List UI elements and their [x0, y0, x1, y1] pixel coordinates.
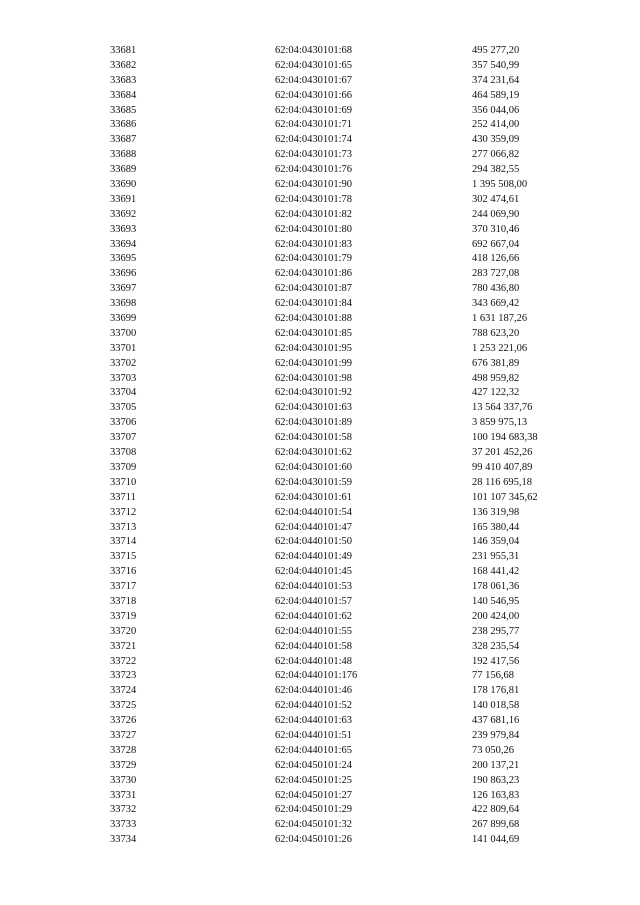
cadastral-value: 100 194 683,38	[472, 432, 538, 444]
cadastral-number: 62:04:0440101:47	[275, 521, 353, 533]
cadastral-value: 140 546,95	[472, 595, 520, 607]
cadastral-number: 62:04:0430101:60	[275, 461, 353, 473]
cadastral-number: 62:04:0440101:176	[275, 670, 358, 682]
cadastral-number: 62:04:0430101:71	[275, 119, 353, 131]
cadastral-number: 62:04:0440101:46	[275, 685, 353, 697]
row-number: 33708	[110, 447, 137, 459]
cadastral-value: 422 809,64	[472, 804, 520, 816]
cadastral-value: 1 253 221,06	[472, 342, 528, 354]
cadastral-number: 62:04:0430101:89	[275, 417, 353, 429]
cadastral-number: 62:04:0430101:63	[275, 402, 353, 414]
row-number: 33703	[110, 372, 137, 384]
row-number: 33702	[110, 357, 137, 369]
cadastral-value: 190 863,23	[472, 774, 520, 786]
row-number: 33695	[110, 253, 137, 265]
table-row	[0, 461, 640, 476]
table-row	[0, 774, 640, 789]
row-number: 33689	[110, 164, 137, 176]
table-row	[0, 89, 640, 104]
table-row	[0, 669, 640, 684]
cadastral-number: 62:04:0440101:57	[275, 595, 353, 607]
cadastral-value: 676 381,89	[472, 357, 520, 369]
row-number: 33698	[110, 298, 137, 310]
cadastral-value: 140 018,58	[472, 700, 520, 712]
table-row	[0, 148, 640, 163]
table-row	[0, 208, 640, 223]
cadastral-value: 3 859 975,13	[472, 417, 528, 429]
table-row	[0, 580, 640, 595]
table-row	[0, 431, 640, 446]
table-row	[0, 193, 640, 208]
cadastral-number: 62:04:0430101:67	[275, 74, 353, 86]
table-row	[0, 535, 640, 550]
table-row	[0, 714, 640, 729]
cadastral-value: 1 631 187,26	[472, 313, 528, 325]
cadastral-value: 267 899,68	[472, 819, 520, 831]
row-number: 33697	[110, 283, 137, 295]
row-number: 33712	[110, 506, 137, 518]
row-number: 33694	[110, 238, 137, 250]
cadastral-value: 328 235,54	[472, 640, 520, 652]
row-number: 33711	[110, 491, 136, 503]
row-number: 33692	[110, 208, 137, 220]
row-number: 33683	[110, 74, 137, 86]
table-row	[0, 74, 640, 89]
row-number: 33731	[110, 789, 137, 801]
cadastral-value: 101 107 345,62	[472, 491, 538, 503]
cadastral-value: 437 681,16	[472, 715, 520, 727]
row-number: 33726	[110, 715, 137, 727]
row-number: 33716	[110, 566, 137, 578]
table-row	[0, 401, 640, 416]
cadastral-number: 62:04:0440101:62	[275, 610, 353, 622]
cadastral-value: 302 474,61	[472, 193, 520, 205]
cadastral-value: 356 044,06	[472, 104, 520, 116]
cadastral-value: 294 382,55	[472, 164, 520, 176]
table-row	[0, 104, 640, 119]
row-number: 33729	[110, 759, 137, 771]
cadastral-number: 62:04:0440101:51	[275, 729, 353, 741]
row-number: 33685	[110, 104, 137, 116]
table-row	[0, 684, 640, 699]
cadastral-number: 62:04:0430101:86	[275, 268, 353, 280]
table-row	[0, 833, 640, 848]
cadastral-number: 62:04:0450101:32	[275, 819, 353, 831]
row-number: 33699	[110, 313, 137, 325]
table-row	[0, 252, 640, 267]
cadastral-number: 62:04:0430101:90	[275, 179, 353, 191]
cadastral-number: 62:04:0430101:88	[275, 313, 353, 325]
cadastral-number: 62:04:0430101:69	[275, 104, 353, 116]
cadastral-number: 62:04:0440101:50	[275, 536, 353, 548]
cadastral-number: 62:04:0450101:26	[275, 834, 353, 846]
row-number: 33714	[110, 536, 137, 548]
cadastral-number: 62:04:0430101:58	[275, 432, 353, 444]
row-number: 33721	[110, 640, 137, 652]
table-row	[0, 342, 640, 357]
row-number: 33681	[110, 45, 137, 56]
cadastral-number: 62:04:0430101:74	[275, 134, 353, 146]
cadastral-value: 357 540,99	[472, 59, 520, 71]
cadastral-number: 62:04:0430101:98	[275, 372, 353, 384]
table-row	[0, 446, 640, 461]
row-number: 33688	[110, 149, 137, 161]
cadastral-number: 62:04:0440101:49	[275, 551, 353, 563]
table-row	[0, 521, 640, 536]
cadastral-number: 62:04:0450101:29	[275, 804, 353, 816]
table-row	[0, 595, 640, 610]
cadastral-number: 62:04:0430101:61	[275, 491, 353, 503]
cadastral-number: 62:04:0430101:65	[275, 59, 353, 71]
cadastral-number: 62:04:0430101:59	[275, 476, 353, 488]
cadastral-value: 77 156,68	[472, 670, 514, 682]
cadastral-value: 430 359,09	[472, 134, 520, 146]
cadastral-value: 692 667,04	[472, 238, 520, 250]
table-row	[0, 789, 640, 804]
table-row	[0, 118, 640, 133]
cadastral-value: 1 395 508,00	[472, 179, 528, 191]
row-number: 33725	[110, 700, 137, 712]
cadastral-number: 62:04:0430101:85	[275, 327, 353, 339]
row-number: 33727	[110, 729, 137, 741]
row-number: 33704	[110, 387, 137, 399]
cadastral-number: 62:04:0430101:87	[275, 283, 353, 295]
row-number: 33696	[110, 268, 137, 280]
row-number: 33733	[110, 819, 137, 831]
row-number: 33719	[110, 610, 137, 622]
row-number: 33706	[110, 417, 137, 429]
cadastral-value: 495 277,20	[472, 45, 520, 56]
row-number: 33707	[110, 432, 137, 444]
row-number: 33734	[110, 834, 137, 846]
cadastral-value: 200 137,21	[472, 759, 520, 771]
row-number: 33724	[110, 685, 137, 697]
table-row	[0, 357, 640, 372]
row-number: 33730	[110, 774, 137, 786]
cadastral-value: 780 436,80	[472, 283, 520, 295]
cadastral-value: 200 424,00	[472, 610, 520, 622]
table-row	[0, 386, 640, 401]
cadastral-number: 62:04:0450101:27	[275, 789, 353, 801]
table-row	[0, 491, 640, 506]
cadastral-number: 62:04:0430101:99	[275, 357, 353, 369]
row-number: 33732	[110, 804, 137, 816]
cadastral-number: 62:04:0430101:78	[275, 193, 353, 205]
row-number: 33715	[110, 551, 137, 563]
table-row	[0, 238, 640, 253]
cadastral-number: 62:04:0450101:24	[275, 759, 353, 771]
cadastral-value: 141 044,69	[472, 834, 520, 846]
row-number: 33693	[110, 223, 137, 235]
table-row	[0, 506, 640, 521]
row-number: 33718	[110, 595, 137, 607]
table-row	[0, 655, 640, 670]
cadastral-value: 178 061,36	[472, 581, 520, 593]
cadastral-value: 283 727,08	[472, 268, 520, 280]
cadastral-value: 165 380,44	[472, 521, 520, 533]
cadastral-value: 252 414,00	[472, 119, 520, 131]
table-row	[0, 803, 640, 818]
row-number: 33682	[110, 59, 137, 71]
cadastral-value: 464 589,19	[472, 89, 520, 101]
row-number: 33723	[110, 670, 137, 682]
cadastral-number: 62:04:0430101:82	[275, 208, 353, 220]
cadastral-number: 62:04:0430101:62	[275, 447, 353, 459]
cadastral-number: 62:04:0430101:92	[275, 387, 353, 399]
cadastral-number: 62:04:0440101:52	[275, 700, 353, 712]
cadastral-number: 62:04:0440101:48	[275, 655, 353, 667]
cadastral-number: 62:04:0430101:76	[275, 164, 353, 176]
row-number: 33728	[110, 744, 137, 756]
row-number: 33717	[110, 581, 137, 593]
row-number: 33713	[110, 521, 137, 533]
row-number: 33709	[110, 461, 137, 473]
cadastral-number: 62:04:0440101:53	[275, 581, 353, 593]
cadastral-number: 62:04:0430101:68	[275, 45, 353, 56]
table-row	[0, 640, 640, 655]
table-row	[0, 610, 640, 625]
table-row	[0, 625, 640, 640]
row-number: 33701	[110, 342, 137, 354]
row-number: 33687	[110, 134, 137, 146]
cadastral-value: 168 441,42	[472, 566, 520, 578]
cadastral-number: 62:04:0430101:84	[275, 298, 353, 310]
row-number: 33691	[110, 193, 137, 205]
cadastral-value: 73 050,26	[472, 744, 514, 756]
cadastral-value: 136 319,98	[472, 506, 520, 518]
row-number: 33705	[110, 402, 137, 414]
cadastral-number: 62:04:0430101:79	[275, 253, 353, 265]
cadastral-number: 62:04:0440101:65	[275, 744, 353, 756]
cadastral-value: 192 417,56	[472, 655, 520, 667]
table-row	[0, 133, 640, 148]
cadastral-number: 62:04:0430101:83	[275, 238, 353, 250]
table-row	[0, 267, 640, 282]
cadastral-value-table	[0, 44, 640, 848]
row-number: 33700	[110, 327, 137, 339]
table-row	[0, 327, 640, 342]
table-row	[0, 818, 640, 833]
cadastral-number: 62:04:0440101:58	[275, 640, 353, 652]
cadastral-value: 231 955,31	[472, 551, 520, 563]
table-row	[0, 550, 640, 565]
cadastral-value: 244 069,90	[472, 208, 520, 220]
cadastral-number: 62:04:0440101:45	[275, 566, 353, 578]
cadastral-number: 62:04:0440101:55	[275, 625, 353, 637]
cadastral-value: 238 295,77	[472, 625, 520, 637]
table-row	[0, 178, 640, 193]
table-row	[0, 729, 640, 744]
cadastral-value: 374 231,64	[472, 74, 520, 86]
row-number: 33710	[110, 476, 137, 488]
table-row	[0, 223, 640, 238]
cadastral-value: 126 163,83	[472, 789, 520, 801]
table-row	[0, 565, 640, 580]
table-row	[0, 699, 640, 714]
table-row	[0, 44, 640, 59]
cadastral-number: 62:04:0450101:25	[275, 774, 353, 786]
cadastral-number: 62:04:0430101:73	[275, 149, 353, 161]
table-row	[0, 759, 640, 774]
table-row	[0, 416, 640, 431]
cadastral-value: 28 116 695,18	[472, 476, 532, 488]
cadastral-value: 99 410 407,89	[472, 461, 533, 473]
table-row	[0, 163, 640, 178]
cadastral-value: 427 122,32	[472, 387, 520, 399]
cadastral-value: 788 623,20	[472, 327, 520, 339]
table-row	[0, 297, 640, 312]
cadastral-value: 418 126,66	[472, 253, 520, 265]
cadastral-number: 62:04:0430101:66	[275, 89, 353, 101]
cadastral-number: 62:04:0430101:95	[275, 342, 353, 354]
row-number: 33684	[110, 89, 137, 101]
table-row	[0, 476, 640, 491]
cadastral-value: 239 979,84	[472, 729, 520, 741]
row-number: 33686	[110, 119, 137, 131]
cadastral-value: 277 066,82	[472, 149, 520, 161]
table-row	[0, 59, 640, 74]
row-number: 33690	[110, 179, 137, 191]
table-row	[0, 312, 640, 327]
cadastral-number: 62:04:0440101:54	[275, 506, 353, 518]
cadastral-value: 498 959,82	[472, 372, 520, 384]
table-row	[0, 282, 640, 297]
cadastral-value: 343 669,42	[472, 298, 520, 310]
cadastral-number: 62:04:0440101:63	[275, 715, 353, 727]
cadastral-value: 178 176,81	[472, 685, 520, 697]
cadastral-value: 13 564 337,76	[472, 402, 533, 414]
table-row	[0, 372, 640, 387]
row-number: 33720	[110, 625, 137, 637]
table-row	[0, 744, 640, 759]
cadastral-value: 370 310,46	[472, 223, 520, 235]
cadastral-number: 62:04:0430101:80	[275, 223, 353, 235]
cadastral-value: 37 201 452,26	[472, 447, 533, 459]
cadastral-value: 146 359,04	[472, 536, 520, 548]
row-number: 33722	[110, 655, 137, 667]
